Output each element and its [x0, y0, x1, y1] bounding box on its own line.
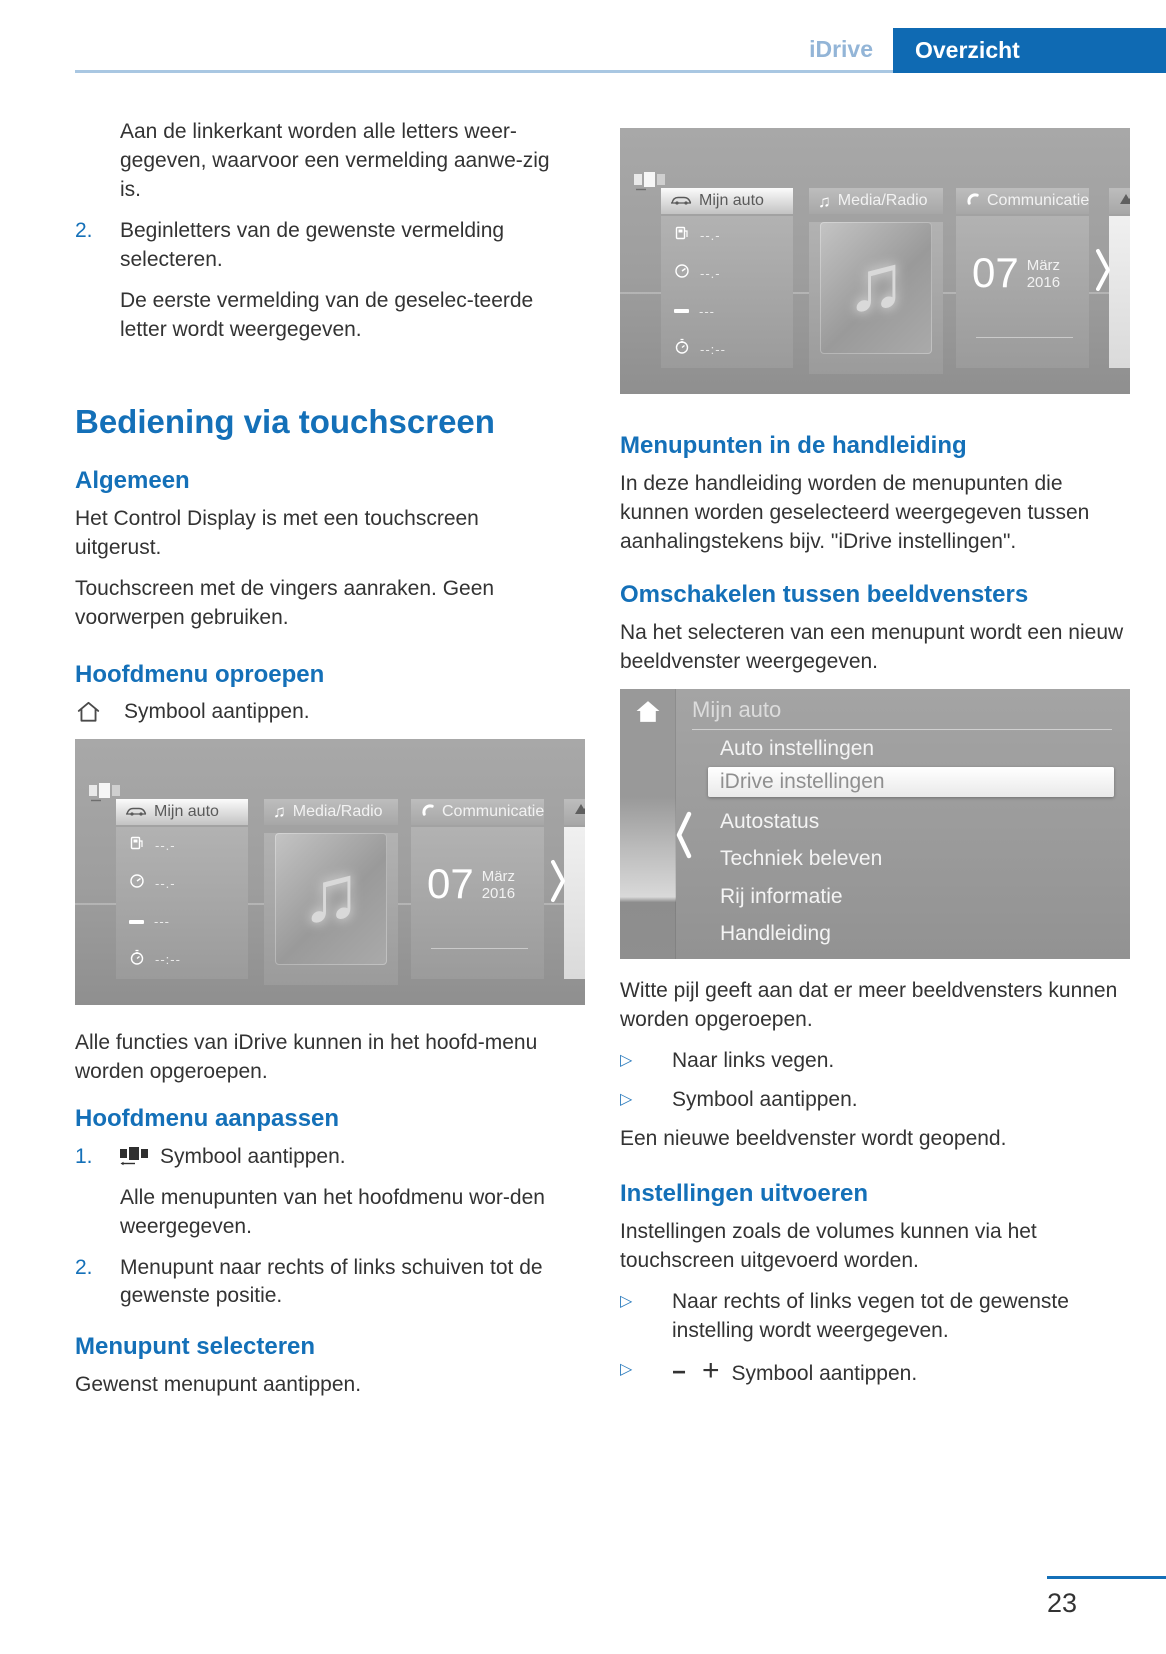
tile-body	[116, 827, 248, 979]
section-heading-omschakelen: Omschakelen tussen beeldvensters	[620, 580, 1029, 608]
menu-item: Auto instellingen	[720, 736, 875, 760]
tile-header-selected	[661, 188, 793, 214]
tile-body	[1109, 216, 1130, 368]
menu-item-selected: iDrive instellingen	[708, 767, 1114, 797]
menu-title-rule	[692, 729, 1112, 730]
status-row	[661, 216, 793, 254]
idrive-main-menu-screenshot	[75, 739, 585, 1005]
gauge-icon	[129, 873, 145, 894]
date-display	[956, 216, 1089, 294]
date-month: März	[481, 867, 516, 885]
triangle-bullet-icon: ▷	[620, 1090, 633, 1108]
status-value: ---	[154, 914, 170, 930]
media-artwork-panel	[275, 833, 387, 965]
numbered-step	[75, 1254, 559, 1312]
tile-body	[264, 833, 398, 985]
tile-communicatie	[956, 188, 1089, 368]
date-year: 2016	[1026, 274, 1061, 292]
fuel-pump-icon	[129, 835, 145, 856]
status-value: --.-	[155, 876, 176, 892]
tile-body	[564, 827, 585, 979]
header-chapter-tab: Overzicht	[893, 28, 1166, 73]
status-row	[661, 292, 793, 330]
chapter-title: Bediening via touchscreen	[75, 402, 495, 440]
tile-partial	[564, 799, 585, 979]
menu-tiles-icon	[120, 1144, 150, 1166]
header-section-label: iDrive	[809, 36, 873, 62]
tile-header	[264, 799, 398, 825]
menu-sidebar	[620, 689, 676, 959]
bullet-text: Naar links vegen.	[672, 1048, 835, 1072]
section-heading-menupunten: Menupunten in de handleiding	[620, 432, 967, 459]
music-note-icon: ♫	[818, 191, 831, 211]
tile-header	[564, 799, 585, 825]
status-row	[116, 903, 248, 941]
step-number: 1.	[75, 1144, 93, 1168]
tile-header	[411, 799, 544, 825]
paragraph: Instellingen zoals de volumes kunnen via het touchscreen uitgevoerd worden.	[620, 1219, 1037, 1272]
symbol-instruction	[75, 699, 559, 725]
tile-mijn-auto	[116, 799, 248, 979]
car-icon	[125, 803, 147, 821]
car-icon	[670, 192, 692, 210]
chevron-right-icon	[1096, 248, 1110, 297]
step-note: Alle menupunten van het hoofdmenu wor-den weergegeven.	[120, 1185, 545, 1238]
status-row	[116, 941, 248, 979]
bullet-text	[672, 1353, 1130, 1389]
triangle-bullet-icon: ▷	[620, 1292, 633, 1310]
tile-body	[411, 827, 544, 979]
bullet-item	[620, 1047, 1130, 1076]
section-heading-hoofdmenu-aanpassen: Hoofdmenu aanpassen	[75, 1104, 340, 1132]
tile-header	[809, 188, 943, 214]
tile-body	[661, 216, 793, 368]
status-value: ---	[699, 303, 715, 319]
phone-icon	[965, 191, 980, 211]
triangle-bullet-icon: ▷	[620, 1051, 633, 1069]
media-artwork-panel	[820, 222, 932, 354]
status-value: --.-	[155, 838, 176, 854]
status-value: --.-	[700, 265, 721, 281]
tile-media-radio	[264, 799, 398, 985]
step-text: Menupunt naar rechts of links schuiven tot de gewenste positie.	[120, 1255, 543, 1308]
gauge-icon	[674, 263, 690, 284]
step-number: 2.	[75, 1255, 93, 1279]
tile-label: Mijn auto	[154, 802, 219, 820]
dash-icon	[129, 920, 144, 924]
date-month: März	[1026, 257, 1061, 274]
chevron-left-icon	[676, 811, 692, 864]
status-row	[116, 827, 248, 865]
page-number: 23	[1047, 1588, 1078, 1618]
tile-label: Communicatie	[442, 802, 545, 820]
tile-header-selected	[116, 799, 248, 825]
triangle-bullet-icon: ▷	[620, 1360, 633, 1378]
paragraph-letters: Aan de linkerkant worden alle letters weer-gegeven, waarvoor een vermelding aanwe-zig is.	[120, 120, 550, 201]
paragraph: In deze handleiding worden de menupunten die kunnen worden geselecteerd weergegeven tussen aanhalingstekens bijv. "iDrive instellingen".	[620, 472, 1090, 553]
status-value: --:--	[700, 341, 726, 357]
dash-icon	[674, 309, 689, 313]
menu-item: Handleiding	[720, 921, 831, 945]
tile-header	[956, 188, 1089, 214]
step-text-label: Symbool aantippen.	[160, 1144, 346, 1168]
paragraph: Alle functies van iDrive kunnen in het hoofd-menu worden opgeroepen.	[75, 1030, 538, 1083]
date-day: 07	[427, 859, 474, 907]
step-note: De eerste vermelding van de geselec-teerde letter wordt weergegeven.	[120, 288, 534, 341]
tile-label: Media/Radio	[837, 192, 928, 209]
status-value: --.-	[700, 227, 721, 243]
tile-mijn-auto	[661, 188, 793, 368]
bullet-item	[620, 1086, 1130, 1115]
step-number: 2.	[75, 218, 93, 242]
menu-title: Mijn auto	[692, 696, 782, 722]
bullet-text-label: Symbool aantippen.	[731, 1361, 918, 1385]
music-note-icon: ♫	[301, 848, 361, 938]
section-heading-menupunt-selecteren: Menupunt selecteren	[75, 1333, 316, 1361]
bullet-text: Naar rechts of links vegen tot de gewenste instelling wordt weergegeven.	[672, 1289, 1069, 1342]
tile-partial	[1109, 188, 1130, 368]
home-icon	[75, 699, 102, 725]
paragraph: Touchscreen met de vingers aanraken. Geen voorwerpen gebruiken.	[75, 576, 495, 629]
timer-icon	[129, 949, 145, 971]
partial-tile-icon	[573, 802, 585, 821]
chevron-right-icon	[551, 859, 565, 908]
numbered-step	[75, 217, 559, 275]
tile-label: Media/Radio	[292, 802, 383, 820]
section-heading-algemeen: Algemeen	[75, 466, 190, 494]
date-separator	[431, 948, 528, 949]
symbol-instruction-text: Symbool aantippen.	[124, 699, 310, 723]
bullet-item	[620, 1353, 1130, 1389]
idrive-main-menu-screenshot	[620, 128, 1130, 394]
step-text: Beginletters van de gewenste vermelding selecteren.	[120, 218, 505, 271]
date-day: 07	[972, 249, 1019, 296]
step-text	[120, 1143, 559, 1172]
phone-icon	[420, 802, 435, 822]
date-year: 2016	[481, 884, 516, 902]
paragraph: Gewenst menupunt aantippen.	[75, 1373, 362, 1397]
partial-tile-icon	[1118, 192, 1130, 211]
menu-item: Autostatus	[720, 809, 820, 833]
left-column	[75, 118, 559, 1412]
footer-rule	[1047, 1576, 1166, 1579]
mijn-auto-menu-screenshot	[620, 689, 1130, 959]
music-note-icon: ♫	[846, 238, 906, 327]
tile-media-radio	[809, 188, 943, 374]
section-heading-hoofdmenu-oproepen: Hoofdmenu oproepen	[75, 660, 325, 688]
bullet-item	[620, 1288, 1130, 1346]
tile-label: Communicatie	[987, 192, 1090, 209]
bullet-text: Symbool aantippen.	[672, 1087, 858, 1111]
status-row	[661, 254, 793, 292]
menu-item: Techniek beleven	[720, 846, 883, 870]
numbered-step	[75, 1143, 559, 1172]
tile-header	[1109, 188, 1130, 214]
menu-item: Rij informatie	[720, 884, 843, 908]
date-display	[411, 827, 544, 905]
header-rule	[75, 70, 893, 73]
plus-icon: +	[702, 1353, 720, 1387]
paragraph: Na het selecteren van een menupunt wordt een nieuw beeldvenster weergegeven.	[620, 620, 1124, 673]
paragraph: Witte pijl geeft aan dat er meer beeldvensters kunnen worden opgeroepen.	[620, 978, 1118, 1031]
status-row	[661, 330, 793, 368]
paragraph: Een nieuwe beeldvenster wordt geopend.	[620, 1126, 1007, 1150]
status-row	[116, 865, 248, 903]
tile-label: Mijn auto	[699, 192, 764, 209]
tile-body	[809, 222, 943, 374]
fuel-pump-icon	[674, 225, 690, 246]
status-value: --:--	[155, 952, 181, 968]
section-heading-instellingen: Instellingen uitvoeren	[620, 1179, 869, 1207]
music-note-icon: ♫	[273, 802, 286, 822]
minus-icon: −	[672, 1358, 687, 1386]
tile-body	[956, 216, 1089, 368]
date-separator	[976, 337, 1073, 338]
right-column	[620, 128, 1130, 1399]
paragraph: Het Control Display is met een touchscreen uitgerust.	[75, 506, 479, 559]
timer-icon	[674, 338, 690, 360]
tile-communicatie	[411, 799, 544, 979]
home-icon	[633, 698, 663, 730]
